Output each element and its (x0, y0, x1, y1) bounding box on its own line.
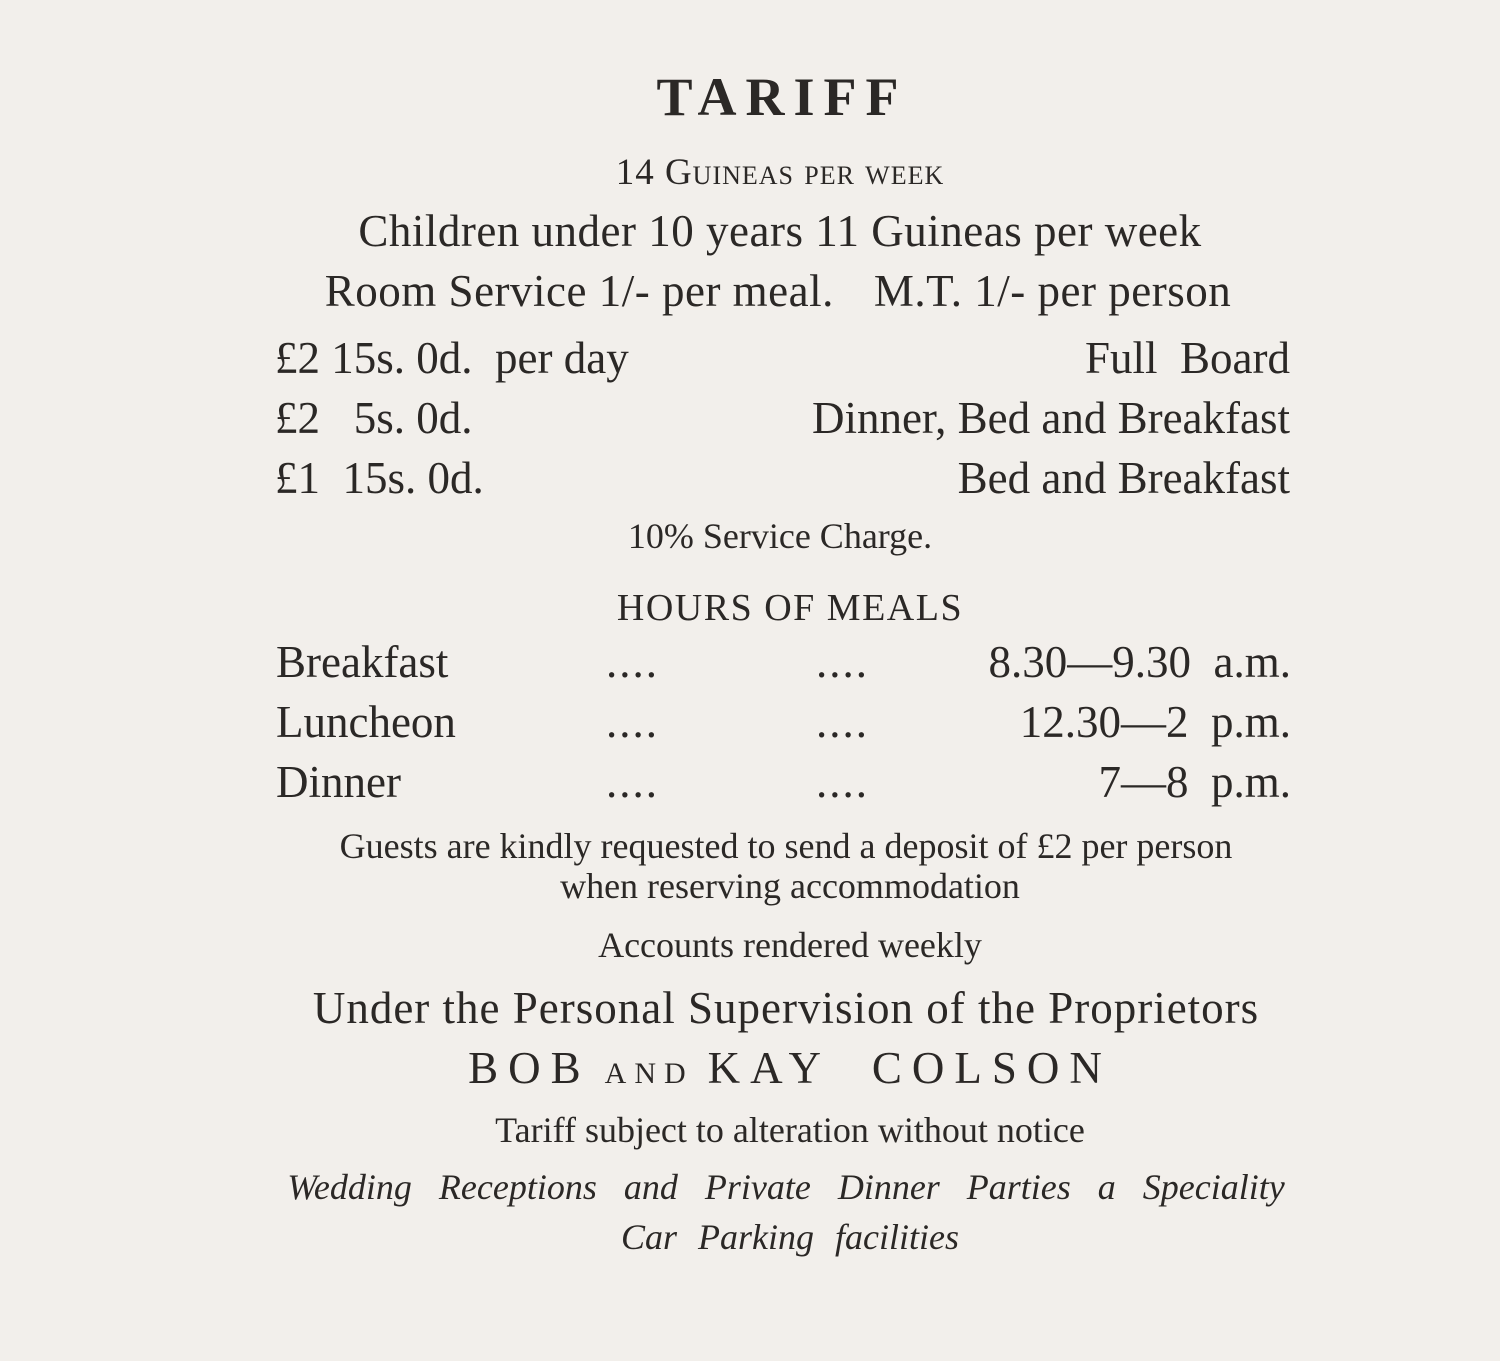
rate-price: £2 5s. 0d. (275, 393, 473, 443)
meal-time: 12.30—2 p.m. (1019, 697, 1291, 747)
meal-row (276, 757, 1291, 810)
rate-row (275, 333, 1290, 386)
deposit-note-line1: Guests are kindly requested to send a deposit of £2 per person (339, 826, 1233, 866)
accounts-note: Accounts rendered weekly (598, 925, 982, 965)
deposit-note-line2: when reserving accommodation (560, 866, 1020, 906)
weekly-rate: 14 Guineas per week (615, 152, 945, 193)
tariff-title: TARIFF (656, 67, 908, 127)
meal-time: 8.30—9.30 a.m. (988, 637, 1291, 687)
meal-leader-dots: .... (606, 697, 659, 747)
meal-leader-dots: .... (816, 637, 869, 687)
rate-price: £2 15s. 0d. per day (275, 333, 629, 383)
proprietor-names (40, 1043, 1500, 1093)
rate-price: £1 15s. 0d. (275, 453, 484, 503)
room-service-line (28, 266, 1500, 316)
parking-facilities: Car Parking facilities (621, 1217, 959, 1257)
hours-heading: HOURS OF MEALS (616, 587, 964, 629)
supervision-line: Under the Personal Supervision of the Proprietors (312, 983, 1260, 1033)
wedding-speciality: Wedding Receptions and Private Dinner Parties a Speciality (287, 1167, 1285, 1207)
meal-leader-dots: .... (816, 757, 869, 807)
meal-row (276, 637, 1291, 690)
meal-leader-dots: .... (816, 697, 869, 747)
proprietor-name-2: KAY COLSON (707, 1043, 1112, 1093)
alteration-notice: Tariff subject to alteration without notice (495, 1110, 1085, 1150)
proprietor-name-1: BOB (468, 1043, 591, 1093)
rate-board: Full Board (1084, 333, 1290, 383)
children-rate: Children under 10 years 11 Guineas per week (358, 206, 1202, 256)
rate-row (275, 453, 1290, 506)
rate-board: Bed and Breakfast (957, 453, 1290, 503)
meal-leader-dots: .... (606, 637, 659, 687)
meal-name: Luncheon (276, 697, 456, 747)
rate-row (275, 393, 1290, 446)
meal-row (276, 697, 1291, 750)
service-charge: 10% Service Charge. (627, 516, 933, 556)
proprietor-and: AND (604, 1057, 694, 1090)
mt-charge: M.T. 1/- per person (873, 266, 1232, 316)
meal-leader-dots: .... (606, 757, 659, 807)
meal-time: 7—8 p.m. (1098, 757, 1291, 807)
meal-name: Breakfast (276, 637, 449, 687)
room-service-charge: Room Service 1/- per meal. (324, 266, 834, 316)
meal-name: Dinner (276, 757, 401, 807)
rate-board: Dinner, Bed and Breakfast (811, 393, 1290, 443)
